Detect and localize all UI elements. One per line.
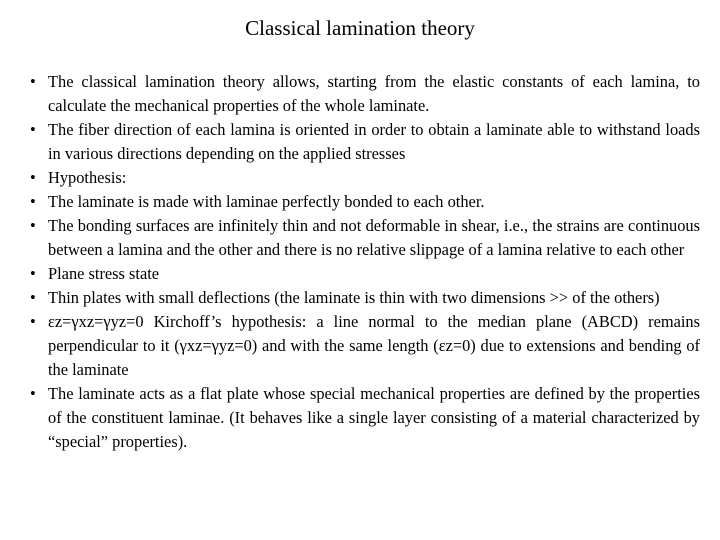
bullet-item xyxy=(30,286,700,310)
bullet-item xyxy=(30,262,700,286)
bullet-item xyxy=(30,382,700,454)
bullet-item xyxy=(30,70,700,118)
bullet-list xyxy=(30,70,700,454)
bullet-item xyxy=(30,190,700,214)
bullet-item xyxy=(30,310,700,382)
bullet-item xyxy=(30,214,700,262)
bullet-text: εz=γxz=γyz=0 Kirchoff’s hypothesis: a line normal to the median plane (ABCD) remains perpendicular to it (γxz=γyz=0) and with the same length (εz=0) due to extensions and bending of the laminate xyxy=(48,312,700,379)
bullet-dot: • xyxy=(30,192,36,211)
bullet-dot: • xyxy=(30,384,36,403)
bullet-text: The classical lamination theory allows, starting from the elastic constants of each lamina, to calculate the mechanical properties of the whole laminate. xyxy=(48,72,700,115)
bullet-item xyxy=(30,118,700,166)
bullet-dot: • xyxy=(30,264,36,283)
bullet-dot: • xyxy=(30,288,36,307)
bullet-text: The laminate acts as a flat plate whose special mechanical properties are defined by the properties of the constituent laminae. (It behaves like a single layer consisting of a material characterized by “special” properties). xyxy=(48,384,700,451)
bullet-dot: • xyxy=(30,312,36,331)
bullet-text: Plane stress state xyxy=(48,264,160,283)
bullet-text: The bonding surfaces are infinitely thin and not deformable in shear, i.e., the strains are continuous between a lamina and the other and there is no relative slippage of a lamina relative to each other xyxy=(48,216,700,259)
bullet-dot: • xyxy=(30,216,36,235)
slide-title: Classical lamination theory xyxy=(245,16,475,40)
bullet-text: The fiber direction of each lamina is oriented in order to obtain a laminate able to withstand loads in various directions depending on the applied stresses xyxy=(48,120,700,163)
bullet-text: The laminate is made with laminae perfectly bonded to each other. xyxy=(48,192,485,211)
bullet-dot: • xyxy=(30,120,36,139)
bullet-dot: • xyxy=(30,168,36,187)
bullet-text: Hypothesis: xyxy=(48,168,127,187)
bullet-dot: • xyxy=(30,72,36,91)
bullet-text: Thin plates with small deflections (the laminate is thin with two dimensions >> of the others) xyxy=(48,288,660,307)
bullet-item xyxy=(30,166,700,190)
